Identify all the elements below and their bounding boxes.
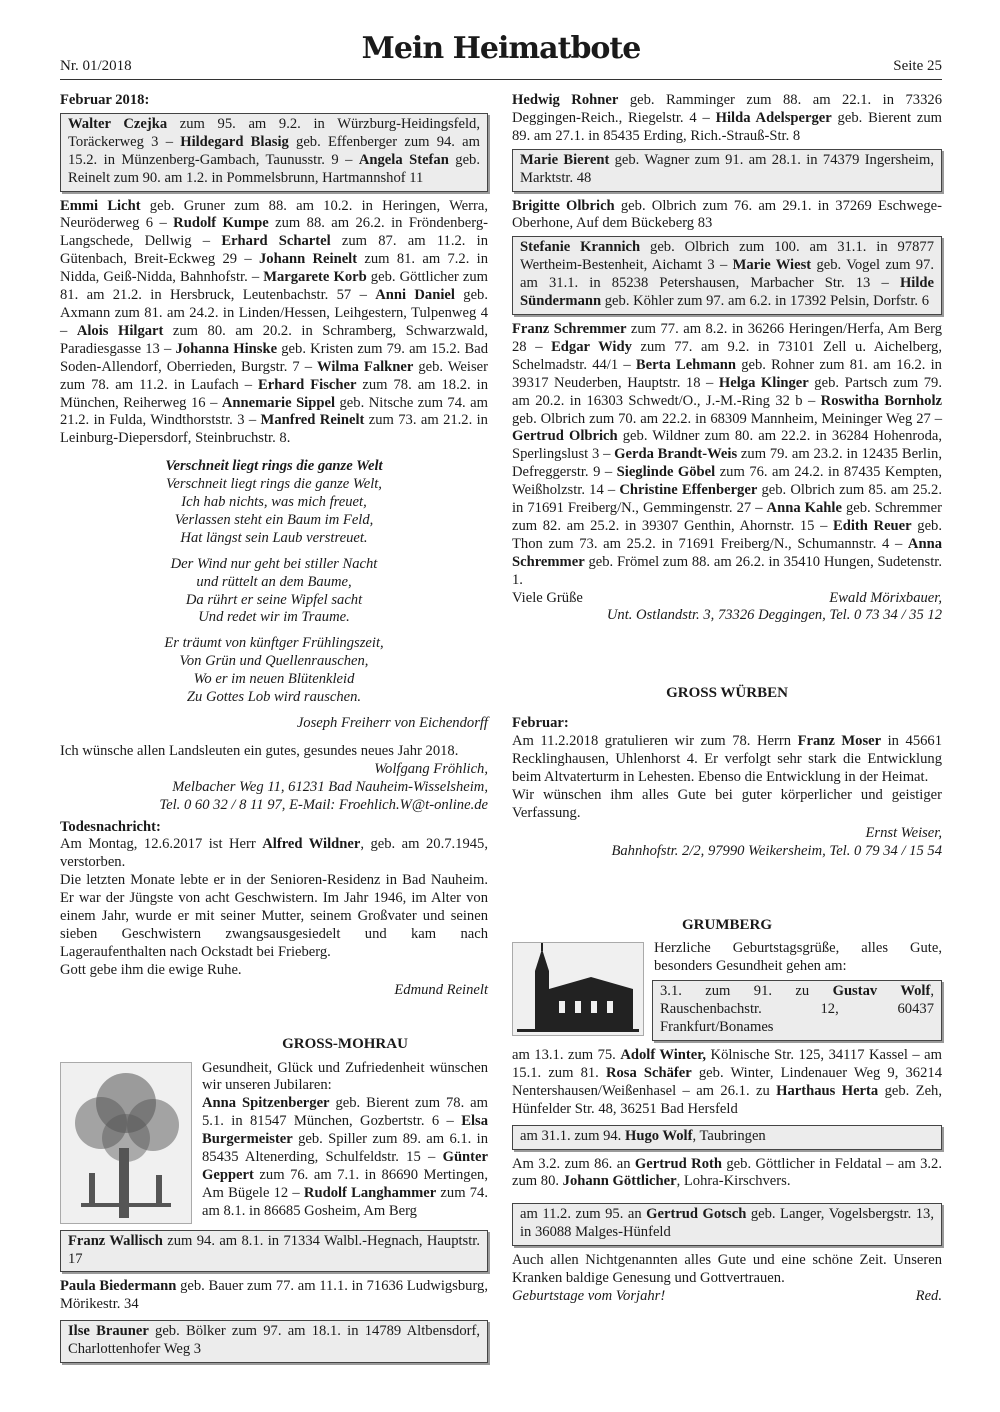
birthday-box: [512, 149, 942, 192]
person-name: Rudolf Kumpe: [173, 215, 269, 232]
entry-text: zum 87. am 11.2. in Gütenbach, Breit-Eckweg 29 –: [60, 233, 488, 268]
greeting: Viele Grüße: [512, 589, 583, 606]
entry-text: geb. Partsch zum 79. am 20.2. in 16303 Schwedt/O., J.-M.-Ring 32 b –: [512, 374, 942, 409]
entry-text: geb. Reinelt zum 90. am 1.2. in Pommelsbrunn, Hartmannshof 11: [68, 151, 480, 186]
entry-text: geb. Olbrich zum 76. am 29.1. in 37269 Eschwege-Oberhone, Auf dem Bückeberg 83: [512, 197, 942, 232]
person-name: Helga Klinger: [718, 374, 809, 391]
person-name: Marie Wiest: [732, 257, 812, 274]
poem-line: Der Wind nur geht bei stiller Nacht: [170, 555, 378, 572]
birthday-list: [512, 92, 942, 146]
entry-text: geb. Ramminger zum 88. am 22.1. in 73326 Deggingen-Reich., Riegelstr. 4 –: [512, 92, 942, 126]
poem-line: Verschneit liegt rings die ganze Welt,: [166, 476, 382, 493]
person-name: Hilda Adelsperger: [715, 109, 832, 126]
obituary-blessing: Gott gebe ihm die ewige Ruhe.: [60, 961, 242, 978]
person-name: Annemarie Sippel: [221, 394, 336, 411]
person-name: Günter Geppert: [202, 1149, 488, 1183]
grumberg-intro: Herzliche Geburtstagsgrüße, alles Gute, besonders Gesundheit gehen am:: [654, 940, 942, 975]
entry-text: geb. Bauer zum 77. am 11.1. in 71636 Ludwigsburg, Mörikestr. 34: [60, 1278, 488, 1313]
wish-signature-address: Melbacher Weg 11, 61231 Bad Nauheim-Wisselsheim,: [172, 778, 488, 795]
page-number: Seite 25: [893, 58, 942, 74]
entry-text: geb. Olbrich zum 70. am 22.2. in 68309 Mannheim, Meininger Weg 27 –: [512, 410, 942, 427]
poem-line: Ich hab nichts, was mich freuet,: [181, 494, 367, 511]
poem-line: Wo er im neuen Blütenkleid: [193, 671, 355, 688]
header-rule: [60, 79, 942, 80]
poem-line: und rüttelt an dem Baume,: [196, 573, 352, 590]
person-name: Brigitte Olbrich: [512, 197, 615, 214]
poem-line: Verlassen steht ein Baum im Feld,: [174, 511, 374, 528]
entry-text: geb. Köhler zum 97. am 6.2. in 17392 Pelsin, Dorfstr. 6: [601, 293, 930, 310]
entry-text: geb. Winter, Lindenauer Weg 9, 36214 Nentershausen/Weißenhasel – am 26.1. zu: [512, 1064, 942, 1099]
entry-text: geb. Gruner zum 88. am 10.2. in Heringen, Werra, Neuröderweg 6 –: [60, 197, 489, 232]
poem: [60, 458, 488, 733]
entry-text: , geb. am 20.7.1945, verstorben.: [60, 836, 488, 871]
entry-text: zum 76. am 7.1. in 86690 Mertingen, Am Bügele 12 –: [202, 1166, 488, 1201]
greeting-address: Unt. Ostlandstr. 3, 73326 Deggingen, Tel. 0 73 34 / 35 12: [606, 607, 942, 624]
entry-text: zum 94. am 8.1. in 71334 Walbl.-Hegnach, Hauptstr. 17: [68, 1232, 480, 1267]
person-name: Marie Bierent: [520, 151, 610, 168]
poem-line: Da rührt er seine Wipfel sacht: [185, 591, 363, 608]
birthday-list: [60, 198, 488, 449]
person-name: Franz Schremmer: [512, 320, 627, 337]
person-name: Rudolf Langhammer: [303, 1184, 437, 1201]
person-name: Elsa Burgermeister: [202, 1113, 488, 1148]
left-column: [60, 92, 488, 1369]
entry-text: Am Montag, 12.6.2017 ist Herr: [60, 836, 263, 853]
entry-text: zum 78. am 18.2. in München, Reiherweg 16 –: [60, 376, 488, 411]
entry-text: zum 81. am 7.2. in Nidda, Geiß-Nidda, Bahnhofstr. –: [60, 251, 489, 286]
person-name: Hugo Wolf: [624, 1127, 693, 1144]
birthday-entry: [60, 1278, 488, 1314]
entry-text: Am 3.2. zum 86. an: [512, 1155, 635, 1172]
entry-text: zum 79. am 23.2. in 12435 Berlin, Defreggerstr. 9 –: [512, 446, 942, 481]
person-name: Paula Biedermann: [60, 1278, 177, 1295]
person-name: Hedwig Rohner: [512, 92, 619, 108]
grumberg-section: [512, 917, 942, 1306]
entry-text: geb. Frömel zum 88. am 26.2. in 35410 Hungen, Sudetenstr. 1.: [512, 553, 942, 588]
entry-text: zum 73. am 21.2. in Leinburg-Diepersdorf, Steinbruchstr. 8.: [60, 412, 488, 447]
entry-text: 3.1. zum 91. zu: [660, 983, 833, 1000]
page-header: [60, 31, 942, 82]
birthday-box: [60, 1320, 488, 1363]
entry-text: Kölnische Str. 125, 34117 Kassel – am 15.1. zum 81.: [512, 1046, 942, 1081]
person-name: Adolf Winter,: [620, 1046, 707, 1063]
entry-text: zum 77. am 9.2. in 73101 Zell u. Aichelberg, Schelmadstr. 44/1 –: [512, 338, 942, 373]
entry-text: Am 11.2.2018 gratulieren wir zum 78. Herrn: [512, 733, 798, 750]
poem-author: Joseph Freiherr von Eichendorff: [296, 715, 488, 731]
entry-text: geb. Axmann zum 81. am 24.2. in Linden/Hessen, Leihgestern, Tulpenweg 4 –: [60, 287, 489, 339]
person-name: Franz Wallisch: [68, 1232, 163, 1249]
poem-line: Von Grün und Quellenrauschen,: [179, 653, 369, 670]
gross-wuerben-wish: Wir wünschen ihm alles Gute bei guter körperlicher und geistiger Verfassung.: [512, 786, 942, 821]
entry-text: geb. Kristen zum 79. am 15.2. Bad Soden-Allendorf, Oberrieden, Burgstr. 7 –: [60, 340, 488, 375]
entry-text: geb. Schremmer zum 82. am 25.2. in 39307 Genthin, Ahornstr. 15 –: [512, 500, 942, 534]
person-name: Emmi Licht: [60, 197, 141, 214]
poem-line: Hat längst sein Laub verstreuet.: [180, 529, 368, 546]
masthead-title: Mein Heimatbote: [361, 31, 641, 66]
church-icon: [513, 943, 643, 1035]
entry-text: zum 74. am 8.1. in 86685 Gosheim, Am Berg: [202, 1184, 488, 1219]
gross-mohrau-intro: Gesundheit, Glück und Zufriedenheit wünschen wir unseren Jubilaren:: [202, 1059, 488, 1094]
person-name: Anna Spitzenberger: [202, 1095, 330, 1112]
person-name: Gertrud Roth: [634, 1155, 722, 1172]
closing-line: [512, 1288, 942, 1306]
person-name: Anni Daniel: [375, 287, 455, 304]
birthday-box: [512, 1203, 942, 1246]
poem-stanza: [60, 556, 488, 628]
person-name: Ilse Brauner: [68, 1323, 149, 1340]
person-name: Stefanie Krannich: [520, 239, 641, 256]
entry-text: zum 77. am 8.2. in 36266 Heringen/Herfa, Am Berg 28 –: [512, 320, 942, 355]
gross-mohrau-heading: GROSS-MOHRAU: [282, 1035, 408, 1052]
entry-text: geb. Effenberger zum 94. am 15.2. in Münzenberg-Gambach, Taunusstr. 9 –: [68, 133, 480, 168]
gross-mohrau-section: [60, 1036, 488, 1363]
closing-signature: Red.: [915, 1287, 942, 1304]
person-name: Edith Reuer: [833, 517, 912, 534]
entry-text: geb. Zeh, Hünfelder Str. 48, 36251 Bad Hersfeld: [512, 1082, 942, 1117]
person-name: Franz Moser: [797, 733, 882, 750]
birthday-box: [652, 980, 942, 1041]
wish-signature-contact: Tel. 0 60 32 / 8 11 97, E-Mail: Froehlich.W@t-online.de: [159, 796, 488, 813]
gross-wuerben-text: [512, 733, 942, 787]
birthday-box: [60, 113, 488, 192]
poem-title: Verschneit liegt rings die ganze Welt: [165, 458, 383, 475]
poem-stanzas: [60, 476, 488, 707]
person-name: Johanna Hinske: [175, 340, 278, 357]
entry-text: zum 88. am 26.2. in Fröndenberg-Langschede, Dellwig –: [60, 215, 488, 250]
entry-text: geb. Langer, Vogelsbergstr. 13, in 36088 Malges-Hünfeld: [520, 1206, 935, 1241]
grumberg-list: [512, 1047, 942, 1119]
entry-text: geb. Bierent zum 89. am 27.1. in 85435 Erding, Rich.-Strauß-Str. 8: [512, 109, 942, 144]
person-name: Sieglinde Göbel: [616, 464, 716, 481]
poem-line: Er träumt von künftger Frühlingszeit,: [164, 635, 384, 652]
entry-text: zum 80. am 20.2. in Schramberg, Schwarzwald, Paradiesgasse 13 –: [60, 322, 488, 357]
entry-text: geb. Olbrich zum 100. am 31.1. in 97877 Wertheim-Bestenheit, Aichamt 3 –: [520, 239, 934, 274]
entry-text: , Taubringen: [692, 1127, 766, 1144]
person-name: Hildegard Blasig: [180, 133, 289, 150]
obituary-signature: Edmund Reinelt: [394, 981, 488, 998]
closing-text: Auch allen Nichtgenannten alles Gute und eine schöne Zeit. Unseren Kranken baldige Genesung und Gottvertrauen.: [512, 1252, 942, 1287]
entry-text: geb. Bierent zum 78. am 5.1. in 81547 München, Gozbertstr. 6 –: [202, 1095, 488, 1130]
entry-text: zum 95. am 9.2. in Würzburg-Heidingsfeld, Toräckerweg 3 –: [68, 115, 481, 150]
greeting-line: [512, 590, 942, 608]
entry-text: geb. Weiser zum 78. am 11.2. in Laufach –: [60, 358, 488, 393]
issue-number: Nr. 01/2018: [60, 58, 132, 74]
gross-wuerben-signature-address: Bahnhofstr. 2/2, 97990 Weikersheim, Tel. 0 79 34 / 15 54: [611, 842, 942, 859]
birthday-list: [512, 321, 942, 590]
entry-text: geb. Vogel zum 97. am 31.1. in 85238 Petershausen, Marbacher Str. 13 –: [520, 257, 935, 292]
entry-text: am 11.2. zum 95. an: [520, 1206, 647, 1223]
poem-line: Und redet wir im Traume.: [198, 609, 350, 626]
person-name: Alois Hilgart: [76, 322, 164, 339]
right-column: [512, 92, 942, 1306]
person-name: Gertrud Olbrich: [512, 428, 618, 445]
entry-text: am 31.1. zum 94.: [520, 1127, 625, 1144]
person-name: Harthaus Herta: [776, 1082, 879, 1099]
person-name: Alfred Wildner: [262, 836, 361, 853]
entry-text: , Lohra-Kirschvers.: [676, 1173, 791, 1190]
person-name: Angela Stefan: [358, 151, 449, 168]
birthday-box: [60, 1230, 488, 1273]
person-name: Johann Reinelt: [258, 251, 358, 268]
new-year-wish: Ich wünsche allen Landsleuten ein gutes, gesundes neues Jahr 2018.: [60, 742, 459, 759]
entry-text: zum 76. am 24.2. in 87435 Kempten, Weißholzstr. 14 –: [512, 464, 943, 499]
person-name: Hilde Sündermann: [520, 275, 934, 310]
entry-text: geb. Nitsche zum 74. am 21.2. in Fulda, Windthorststr. 3 –: [60, 394, 488, 429]
person-name: Roswitha Bornholz: [820, 392, 942, 409]
birthday-entry: [512, 198, 942, 234]
greeting-name: Ewald Mörixbauer,: [829, 589, 942, 606]
closing-note: Geburtstage vom Vorjahr!: [512, 1287, 666, 1304]
entry-text: , Rauschenbachstr. 12, 60437 Frankfurt/Bonames: [660, 983, 934, 1036]
grumberg-heading: GRUMBERG: [682, 916, 772, 933]
entry-text: geb. Rohner zum 81. am 16.2. in 39317 Neuderben, Hauptstr. 18 –: [512, 356, 942, 391]
entry-text: geb. Spiller zum 89. am 6.1. in 85435 Altenerding, Schulfeldstr. 15 –: [202, 1131, 488, 1166]
february-heading: Februar 2018:: [60, 92, 150, 108]
gross-wuerben-subheading: Februar:: [512, 715, 569, 732]
person-name: Margarete Korb: [263, 269, 367, 286]
entry-text: geb. Göttlicher in Feldatal – am 3.2. zum 80.: [512, 1155, 942, 1190]
wish-signature-name: Wolfgang Fröhlich,: [374, 760, 488, 777]
entry-text: am 13.1. zum 75.: [512, 1046, 621, 1063]
entry-text: geb. Wagner zum 91. am 28.1. in 74379 Ingersheim, Marktstr. 48: [520, 151, 934, 186]
person-name: Edgar Widy: [551, 338, 632, 355]
entry-text: geb. Bölker zum 97. am 18.1. in 14789 Altbensdorf, Charlottenhofer Weg 3: [68, 1323, 480, 1358]
person-name: Anna Schremmer: [512, 535, 942, 570]
grumberg-entry: [512, 1156, 942, 1192]
person-name: Anna Kahle: [766, 500, 842, 517]
person-name: Wilma Falkner: [317, 358, 414, 375]
poem-stanza: [60, 476, 488, 548]
gross-wuerben-signature-name: Ernst Weiser,: [865, 824, 942, 841]
person-name: Gustav Wolf: [832, 983, 931, 1000]
entry-text: in 45661 Recklinghausen, Uhlenhorst 4. Er verfolgt sehr stark die Entwicklung beim Altvaterturm in Lehesten. Ebenso die Entwicklung in der Heimat.: [512, 733, 943, 785]
gross-wuerben-heading: GROSS WÜRBEN: [666, 685, 788, 702]
person-name: Berta Lehmann: [635, 356, 736, 373]
entry-text: geb. Olbrich zum 85. am 25.2. in 71691 Freiberg/N., Gemmingenstr. 27 –: [512, 482, 942, 517]
church-illustration: [512, 942, 644, 1036]
obituary-text: [60, 836, 488, 872]
entry-text: geb. Thon zum 73. am 25.2. in 71691 Freiberg/N., Schumannstr. 4 –: [512, 517, 942, 552]
obituary-heading: Todesnachricht:: [60, 818, 161, 835]
person-name: Walter Czejka: [68, 115, 168, 132]
poem-stanza: [60, 635, 488, 707]
entry-text: geb. Wildner zum 80. am 22.2. in 36284 Hohenroda, Sperlingslust 3 –: [512, 428, 942, 463]
person-name: Manfred Reinelt: [260, 412, 365, 429]
person-name: Christine Effenberger: [619, 482, 758, 499]
poem-line: Zu Gottes Lob wird rauschen.: [186, 689, 362, 706]
person-name: Gerda Brandt-Weis: [614, 446, 738, 463]
gross-wuerben-section: [512, 685, 942, 860]
person-name: Gertrud Gotsch: [646, 1206, 747, 1223]
tree-illustration: [60, 1062, 192, 1224]
obituary-text-2: Die letzten Monate lebte er in der Senioren-Residenz in Bad Nauheim. Er war der Jüngste von acht Geschwistern. Im Jahr 1946, im Alter von einem Jahr, wurde er mit seiner Mutter, seinem Großvater und seinen sieben Geschwistern zwangsausgesiedelt und kam nach Lageraufenthalten nach Ockstadt bei Frieberg.: [60, 872, 488, 960]
person-name: Erhard Schartel: [221, 233, 331, 250]
tree-icon: [61, 1063, 191, 1223]
birthday-box: [512, 1125, 942, 1150]
entry-text: geb. Göttlicher zum 81. am 21.2. in Hersbruck, Leutenbachstr. 57 –: [60, 269, 488, 304]
person-name: Johann Göttlicher: [562, 1173, 677, 1190]
person-name: Erhard Fischer: [258, 376, 357, 393]
birthday-box: [512, 236, 942, 315]
person-name: Rosa Schäfer: [605, 1064, 692, 1081]
